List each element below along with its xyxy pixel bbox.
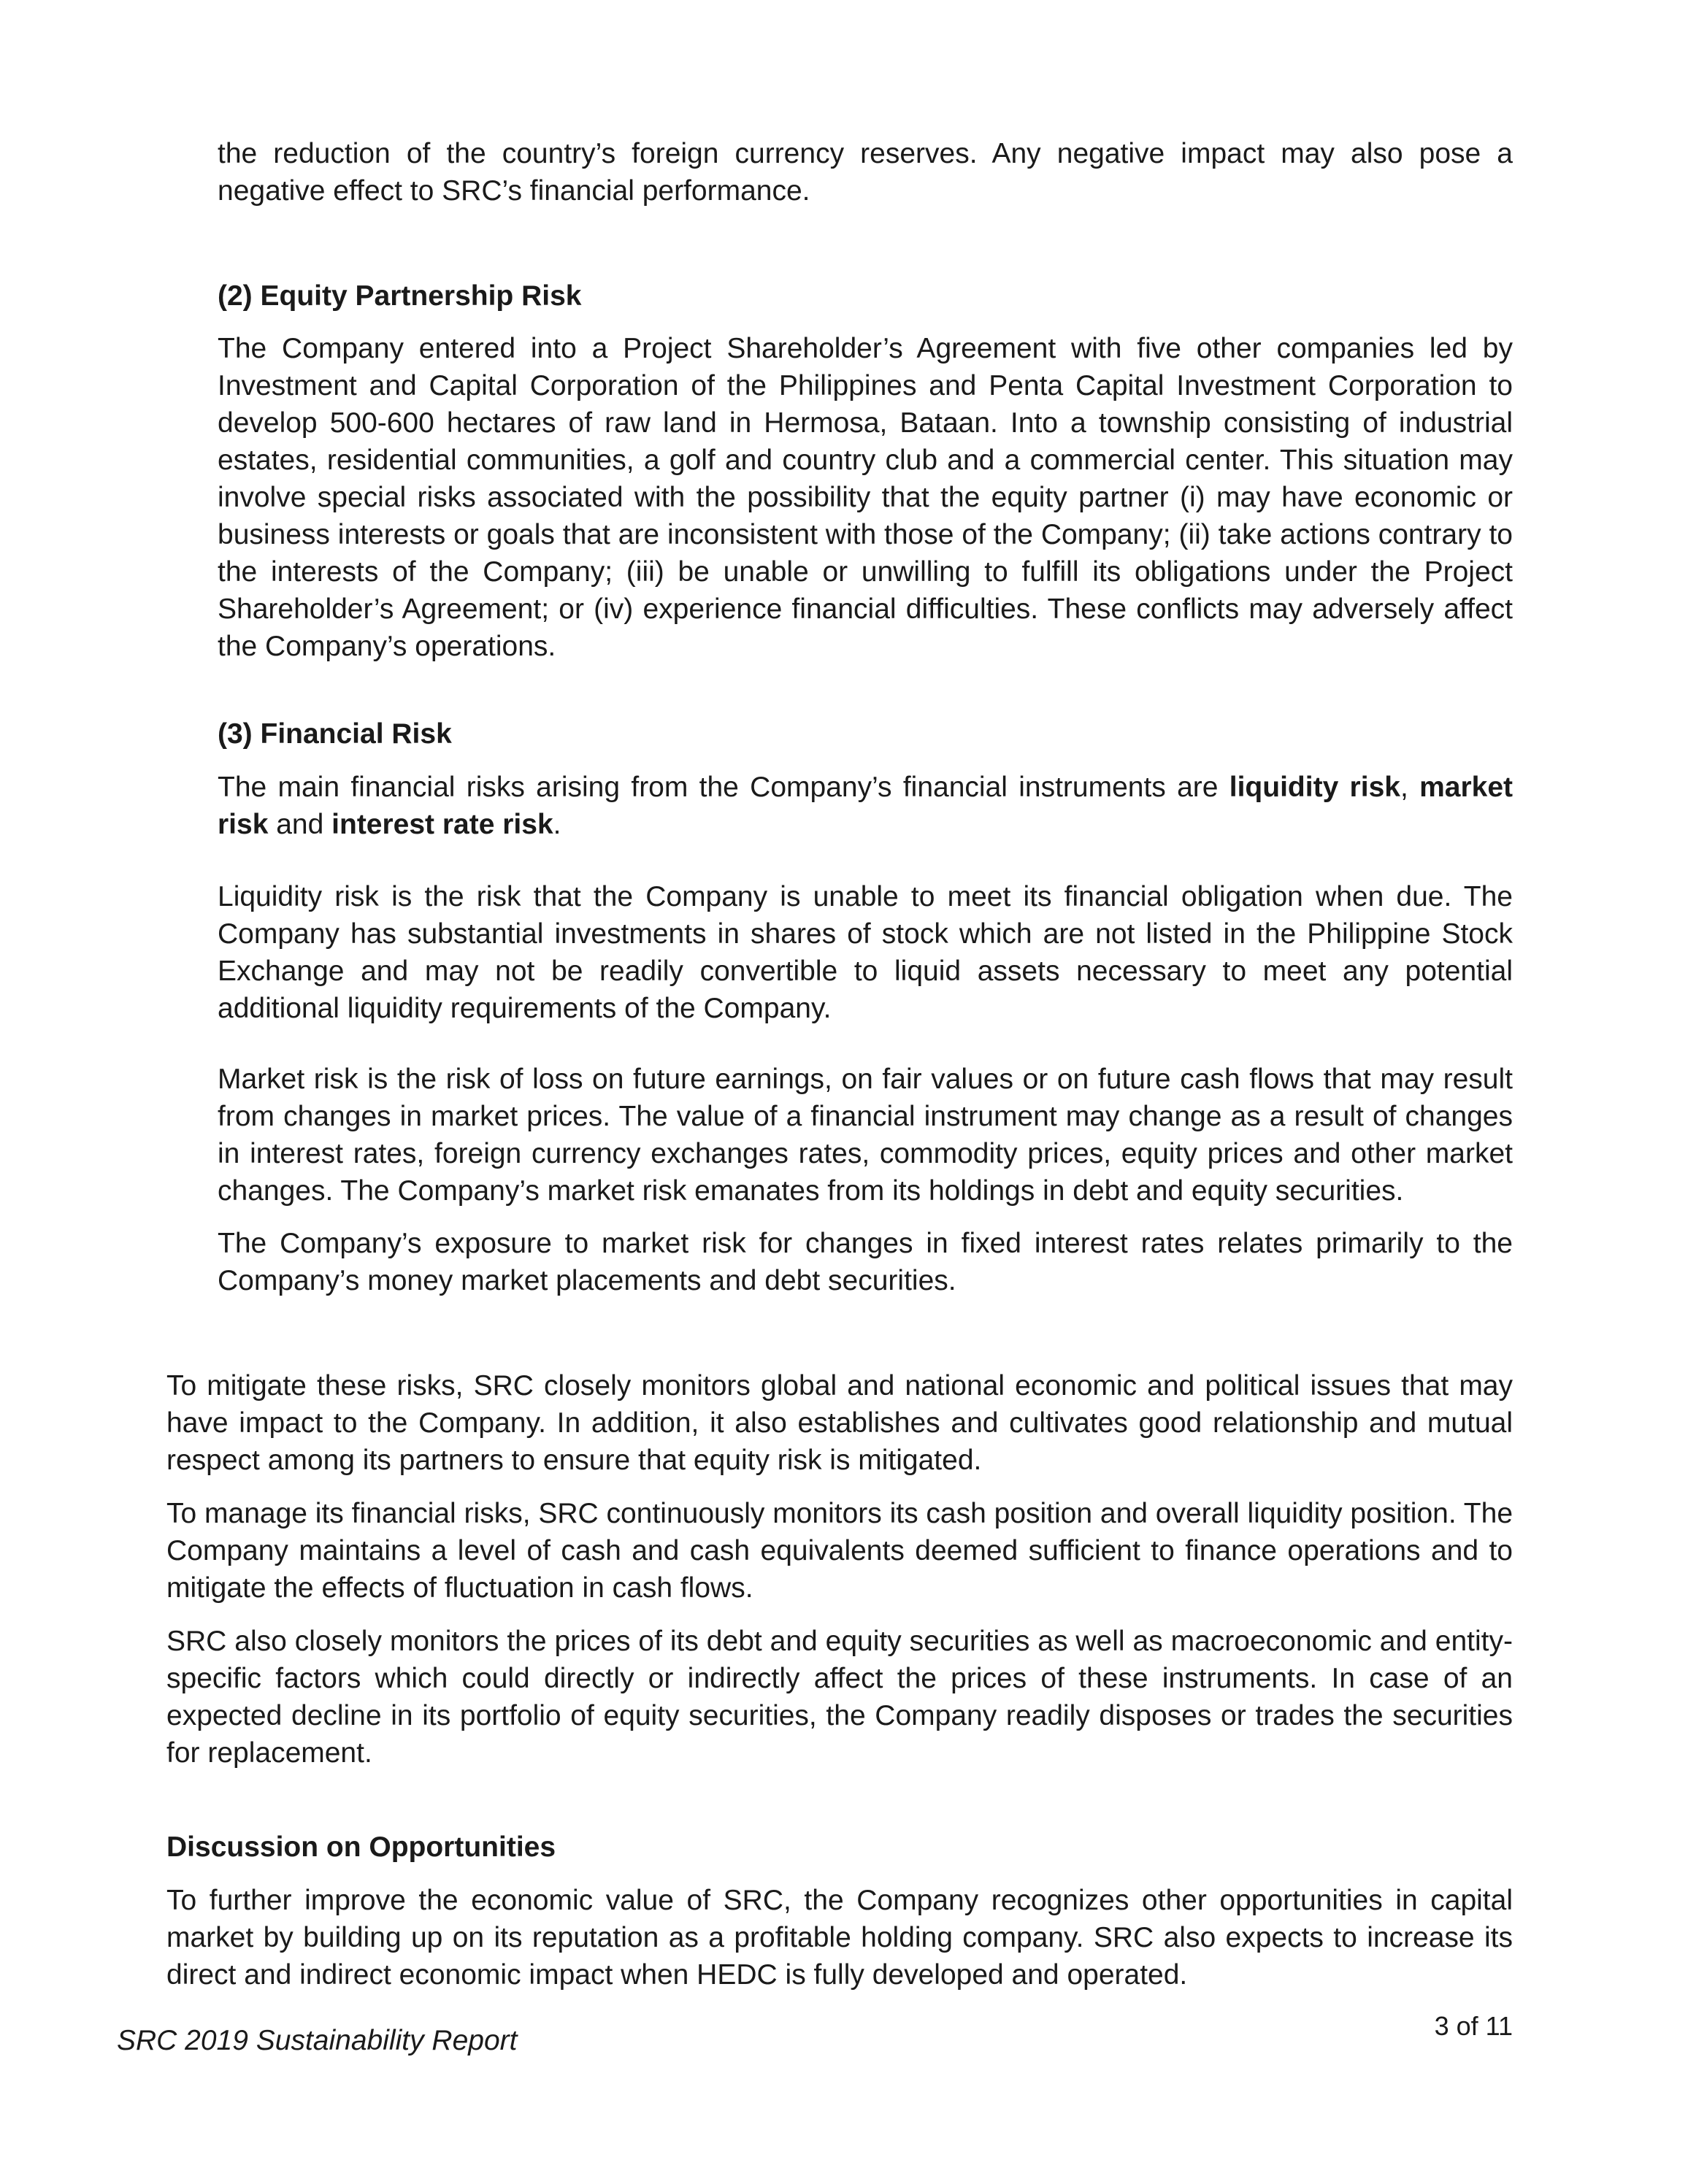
intro-paragraph: the reduction of the country’s foreign currency reserves. Any negative impact may also pose a negative effect to SRC’s financial performance. [218, 138, 1513, 207]
financial-risk-intro-text: The main financial risks arising from the Company’s financial instruments are [218, 772, 1229, 803]
footer-report-title: SRC 2019 Sustainability Report [117, 2025, 518, 2056]
opportunities-heading: Discussion on Opportunities [166, 1831, 556, 1863]
term-liquidity-risk: liquidity risk [1229, 772, 1400, 803]
securities-monitoring-paragraph: SRC also closely monitors the prices of its debt and equity securities as well as macroeconomic and entity-specific factors which could directly or indirectly affect the prices of these instruments. In case of an expected decline in its portfolio of equity securities, the Company readily disposes or trades the securities for replacement. [166, 1626, 1513, 1769]
financial-risk-heading: (3) Financial Risk [218, 718, 452, 750]
opportunities-paragraph: To further improve the economic value of SRC, the Company recognizes other opportunities in capital market by building up on its reputation as a profitable holding company. SRC also expects to increase its direct and indirect economic impact when HEDC is fully developed and operated. [166, 1885, 1513, 1991]
end-period: . [553, 809, 561, 840]
interest-exposure-paragraph: The Company’s exposure to market risk for changes in fixed interest rates relates primarily to the Company’s money market placements and debt securities. [218, 1228, 1513, 1296]
mitigation-paragraph: To mitigate these risks, SRC closely monitors global and national economic and political issues that may have impact to the Company. In addition, it also establishes and cultivates good relationship and mutual respect among its partners to ensure that equity risk is mitigated. [166, 1370, 1513, 1476]
term-market-risk: market risk [218, 772, 1514, 840]
separator-and: and [268, 809, 332, 840]
term-interest-rate-risk: interest rate risk [331, 809, 553, 840]
financial-risk-management-paragraph: To manage its financial risks, SRC continuously monitors its cash position and overall liquidity position. The Company maintains a level of cash and cash equivalents deemed sufficient to finance operations and to mitigate the effects of fluctuation in cash flows. [166, 1498, 1514, 1604]
separator-comma: , [1400, 772, 1420, 803]
equity-partnership-paragraph: The Company entered into a Project Shareholder’s Agreement with five other companies led by Investment and Capital Corporation of the Philippines and Penta Capital Investment Corporation to develop 500-600 hectares of raw land in Hermosa, Bataan. Into a township consisting of industrial estates, residential communities, a golf and country club and a commercial center. This situation may involve special risks associated with the possibility that the equity partner (i) may have economic or business interests or goals that are inconsistent with those of the Company; (ii) take actions contrary to the interests of the Company; (iii) be unable or unwilling to fulfill its obligations under the Project Shareholder’s Agreement; or (iv) experience financial difficulties. These conflicts may adversely affect the Company’s operations. [218, 333, 1513, 662]
market-risk-paragraph: Market risk is the risk of loss on future earnings, on fair values or on future cash flows that may result from changes in market prices. The value of a financial instrument may change as a result of changes in interest rates, foreign currency exchanges rates, commodity prices, equity prices and other market changes. The Company’s market risk emanates from its holdings in debt and equity securities. [218, 1064, 1513, 1207]
financial-risk-intro-paragraph [218, 769, 1513, 843]
liquidity-risk-paragraph: Liquidity risk is the risk that the Company is unable to meet its financial obligation when due. The Company has substantial investments in shares of stock which are not listed in the Philippine Stock Exchange and may not be readily convertible to liquid assets necessary to meet any potential additional liquidity requirements of the Company. [218, 881, 1513, 1024]
footer-page-number: 3 of 11 [1434, 2011, 1513, 2041]
equity-partnership-heading: (2) Equity Partnership Risk [218, 280, 582, 312]
